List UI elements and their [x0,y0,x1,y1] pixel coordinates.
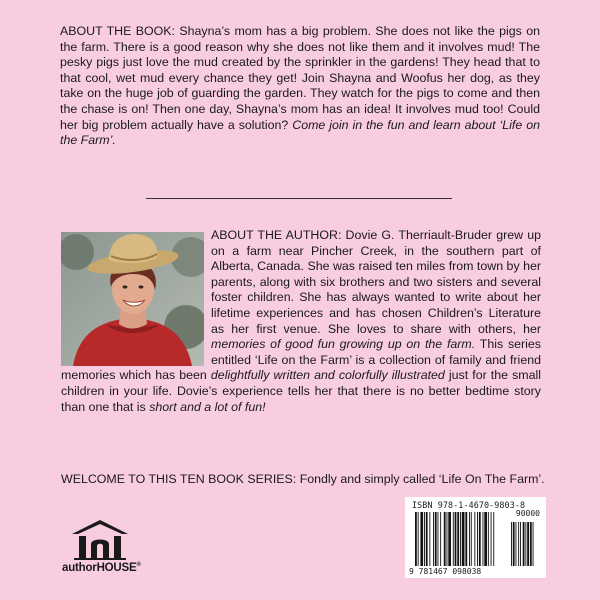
price-code: 90000 [515,509,540,518]
house-icon [70,518,130,560]
isbn-number: ISBN 978-1-4670-9803-8 [412,500,526,510]
about-book-heading: ABOUT THE BOOK: [60,24,175,38]
author-portrait-icon [61,232,204,366]
author-photo [61,232,204,366]
about-author-italic2: delightfully written and colorfully illustrated [210,368,445,383]
barcode-digits: 9 781467 098038 [409,567,482,576]
about-author-part2: This series entitled ‘Life on the Farm’ is a collection of family and friend memories which has been [61,337,541,383]
about-book-body: Shayna’s mom has a big problem. She does not like the pigs on the farm. There is a good reason why she does not like them and it involves mud! The pesky pigs just love the mud created by the sprinkler in the gardens! They head that to that cool, wet mud every chance they get! Join Shayna and Woofus her dog, as they take on the huge job of guarding the garden. They watch for the pigs to come and then the chase is on! Then one day, Shayna’s mom has an idea! It involves mud too! Could her big problem actually have a solution? [60,24,540,132]
publisher-name-part2: HOUSE [96,562,137,574]
registered-mark: ® [136,562,141,569]
isbn-label [412,500,525,510]
about-book-closing: Come join in the fun and learn about ‘Life on the Farm’. [60,117,540,148]
about-the-book-paragraph [60,24,540,149]
barcode-bars-icon [415,512,540,568]
publisher-name [62,562,141,574]
isbn-barcode [405,497,546,578]
about-author-italic1: memories of good fun growing up on the farm. [211,337,476,352]
section-divider [146,198,452,199]
about-author-part3: just for the small children in your life. Dovie’s experience tells her that there is no better bedtime story than one that is [61,368,541,414]
about-author-italic3: short and a lot of fun! [149,399,266,414]
about-author-part1: ABOUT THE AUTHOR: Dovie G. Therriault-Bruder grew up on a farm near Pincher Creek, in the southern part of Alberta, Canada. She was raised ten miles from town by her parents, along with six brothers and two sisters and several foster children. She has always wanted to write about her lifetime experiences and has chosen Children’s Literature as her first venue. She loves to share with others, her [211,228,541,336]
welcome-series-line: WELCOME TO THIS TEN BOOK SERIES: Fondly and simply called ‘Life On The Farm’. [61,472,545,486]
publisher-name-part1: author [62,562,97,574]
